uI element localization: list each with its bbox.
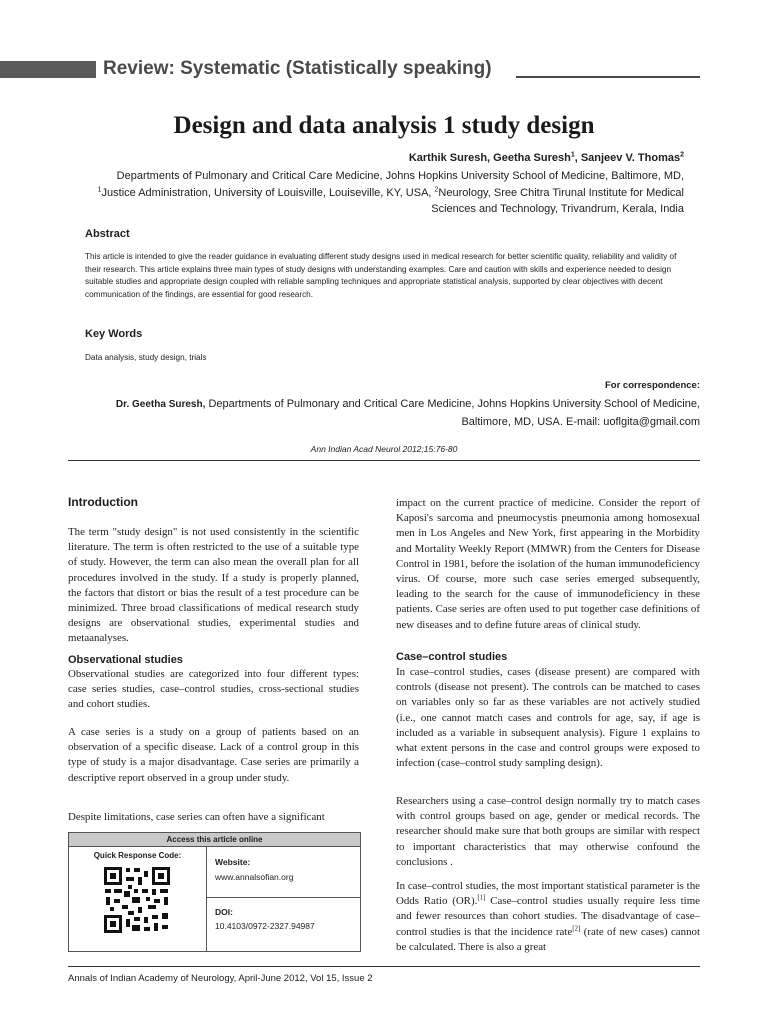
qr-label: Quick Response Code: [93,851,182,860]
access-box-heading: Access this article online [69,833,360,847]
divider-top [68,460,700,461]
observational-paragraph-2: A case series is a study on a group of patients based on an observation of a specific disease. Lack of a control group in this type of study is a major disadvantage. Case series are primarily a descriptive report observed in a group under study. [68,726,359,784]
info-cell [207,847,360,951]
section-title: Review: Systematic (Statistically speaking) [103,58,492,79]
qr-code-icon[interactable] [102,865,172,935]
website-cell [207,847,360,898]
qr-cell [69,847,207,951]
keywords-heading: Key Words [85,328,143,340]
keywords-text: Data analysis, study design, trials [85,353,207,362]
website-label: Website: [215,857,251,867]
affiliations: Departments of Pulmonary and Critical Care Medicine, Johns Hopkins University School of Medicine, Baltimore, MD, $^1$Justice Administration, University of Louisville, Louiseville, KY, USA, $^2$Neurology, Sree Chitra Tirunal Institute for Medical Sciences and Technology, Trivandrum, Kerala, India [97,170,684,215]
introduction-paragraph: The term "study design" is not used consistently in the scientific literature. The term is often restricted to the use of a suitable type of study. However, the term can also mean the overall plan for all procedures involved in the study. If a study is properly planned, the factors that distort or bias the result of a test procedure can be minimized. Three broad classifications of medical research study designs are observational studies, experimental studies and metaanalyses. [68,526,359,645]
correspondence-details: Dr. Geetha Suresh, Departments of Pulmonary and Critical Care Medicine, Johns Hopkins University School of Medicine, Baltimore, MD, USA. E-mail: uoflgita@gmail.com [115,398,700,428]
correspondence-label: For correspondence: [604,380,700,391]
case-control-paragraph-1: In case–control studies, cases (disease present) are compared with controls (disease not present). The controls can be matched to cases on variables only so far as these variables are not actively studied (i.e., one cannot match cases and controls for age, say, if age is included as a variable in subsequent analysis). Figure 1 explains to what extent persons in the case and control groups were exposed to infection (case–control study sampling design). [396,666,700,770]
introduction-heading: Introduction [68,495,138,509]
abstract-heading: Abstract [85,228,130,240]
abstract-text: This article is intended to give the reader guidance in evaluating different study designs used in medical research for better scientific quality, reliability and validity of their research. This article explains three main types of study designs with understanding examples. Care and caution with skills and experience needed to design suitable studies and appropriate design coupled with reliable sampling techniques and appropriate statistical analysis, supported by clear objectives with decent communication of the findings, are essential for good research. [85,252,677,300]
case-control-paragraph-2: Researchers using a case–control design normally try to match cases with control groups based on age, gender or medical records. The researcher should make sure that both groups are similar with respect to important characteristics that may otherwise confound the conclusions . [396,795,700,868]
journal-citation: Ann Indian Acad Neurol 2012;15:76-80 [310,444,458,454]
doi-link[interactable]: 10.4103/0972-2327.94987 [215,921,315,931]
access-article-box [68,832,361,952]
case-control-heading: Case–control studies [396,651,508,663]
header-bar-right [516,76,700,78]
case-control-paragraph-3: In case–control studies, the most important statistical parameter is the Odds Ratio (OR).[1] Case–control studies usually require less time and fewer resources than cohort studies. The disadvantage of case–control studies is that the incidence rate[2] (rate of new cases) cannot be calculated. There is also a great [396,880,701,953]
journal-footer: Annals of Indian Academy of Neurology, April-June 2012, Vol 15, Issue 2 [68,973,373,984]
doi-label: DOI: [215,907,233,917]
divider-bottom [68,966,700,967]
observational-paragraph-1: Observational studies are categorized into four different types: case series studies, case–control studies, cross-sectional studies and cohort studies. [68,668,359,711]
observational-heading: Observational studies [68,654,183,666]
website-link[interactable]: www.annalsofian.org [215,872,294,882]
case-series-continued-paragraph: impact on the current practice of medicine. Consider the report of Kaposi's sarcoma and pneumocystis pneumonia among homosexual men in Los Angeles and New York, first appearing in the Morbidity and Mortality Weekly Report (MMWR) from the Centers for Disease Control in 1981, before the isolation of the human immunodeficiency virus. Of course, more such case series emerged subsequently, leading to the search for the cause of immunodeficiency in these patients. Case series are often used to put together case definitions of new diseases and to define future areas of clinical study. [396,497,700,631]
header-bar-left [0,61,96,78]
author-list: Karthik Suresh, Geetha Suresh$^1$, Sanjeev V. Thomas$^2$ [408,151,684,164]
observational-paragraph-3: Despite limitations, case series can often have a significant [68,811,325,823]
article-title: Design and data analysis 1 study design [173,112,595,139]
